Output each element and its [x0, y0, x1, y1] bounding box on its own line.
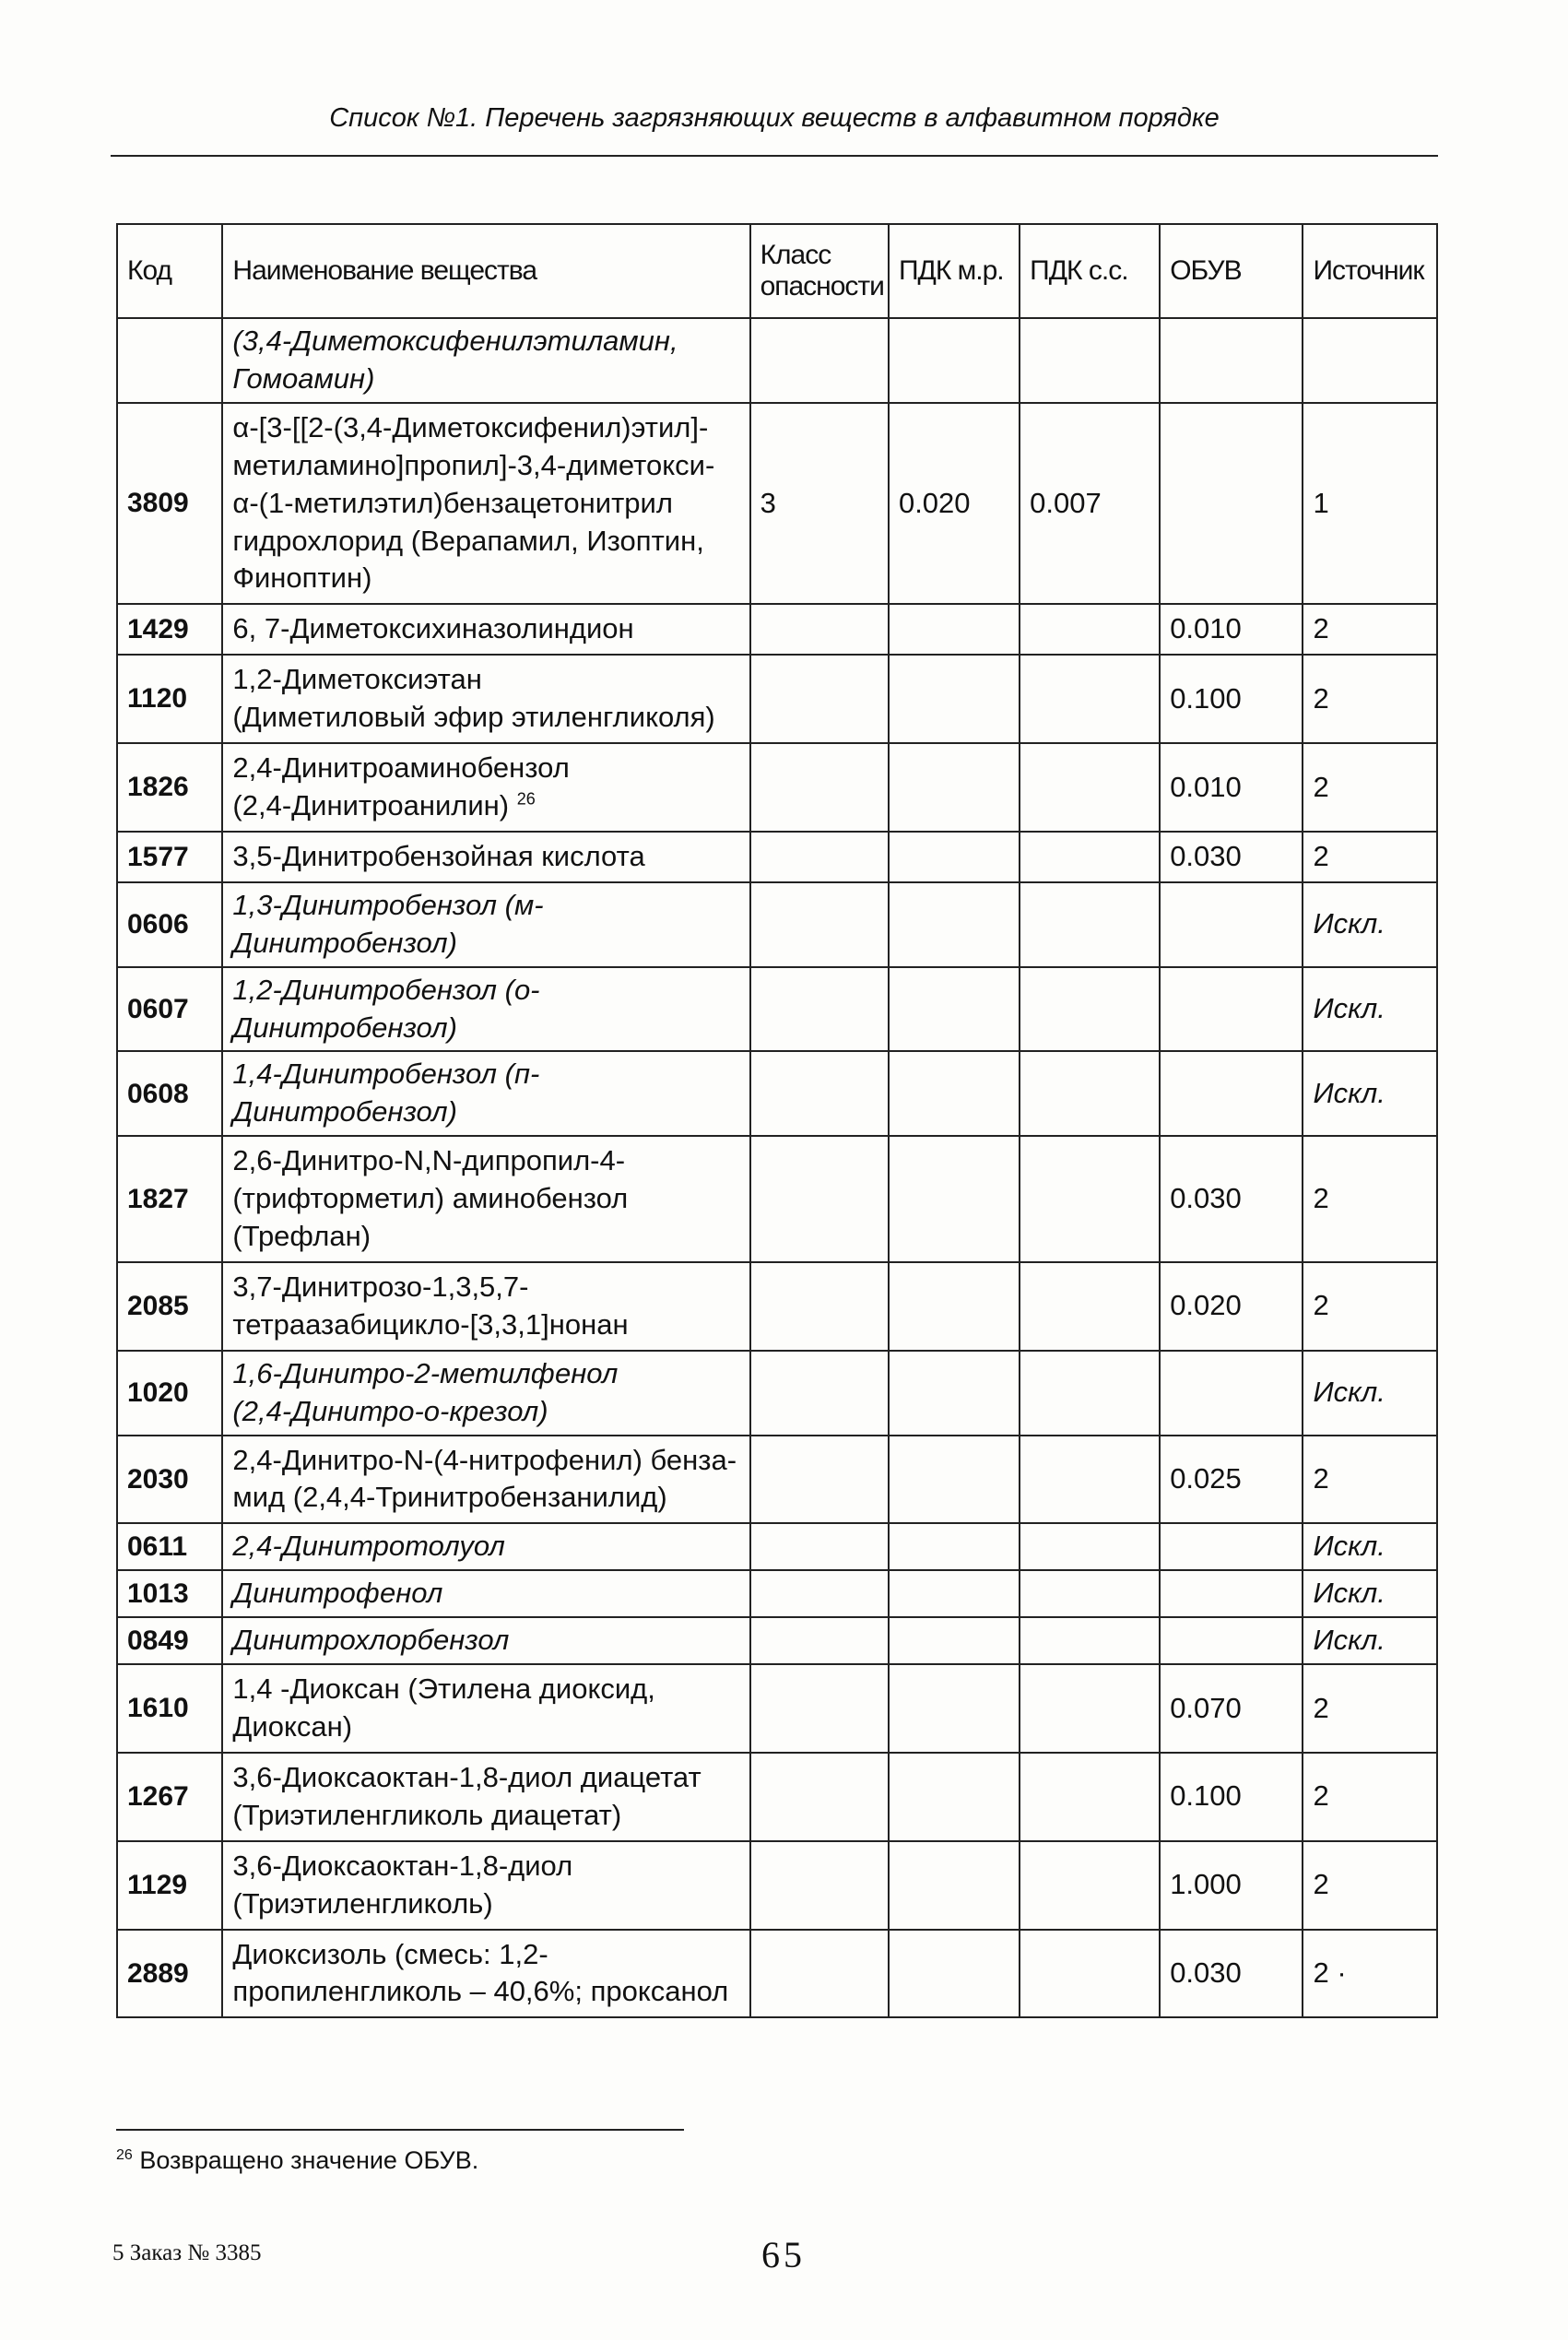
- name-line: (Триэтиленгликоль диацетат): [232, 1798, 622, 1831]
- cell-hazard-class: [750, 1930, 889, 2018]
- cell-hazard-class: [750, 1753, 889, 1841]
- cell-source: 2: [1303, 832, 1437, 882]
- header-rule: [111, 155, 1438, 157]
- cell-code: 1577: [117, 832, 222, 882]
- cell-name: [222, 318, 749, 403]
- cell-name: [222, 967, 749, 1052]
- col-header-hazard-class: Класс опасности: [750, 224, 889, 318]
- cell-name: [222, 1664, 749, 1753]
- cell-obuv: [1160, 1523, 1303, 1570]
- name-line: Динитрохлорбензол: [232, 1624, 510, 1657]
- cell-obuv: 0.010: [1160, 743, 1303, 832]
- cell-source: [1303, 318, 1437, 403]
- cell-source: 2: [1303, 1262, 1437, 1351]
- cell-pdk-mr: [889, 655, 1020, 743]
- col-header-pdk-mr: ПДК м.р.: [889, 224, 1020, 318]
- cell-pdk-mr: [889, 1351, 1020, 1436]
- cell-obuv: 1.000: [1160, 1841, 1303, 1930]
- table-row: [117, 604, 1437, 655]
- cell-pdk-ss: [1020, 604, 1160, 655]
- cell-pdk-mr: [889, 1930, 1020, 2018]
- cell-name: [222, 1570, 749, 1617]
- table-row: [117, 967, 1437, 1052]
- name-line: 3,5-Динитробензойная кислота: [232, 839, 645, 872]
- cell-source: 2: [1303, 743, 1437, 832]
- cell-hazard-class: [750, 1262, 889, 1351]
- cell-source: 2: [1303, 1753, 1437, 1841]
- cell-hazard-class: [750, 743, 889, 832]
- cell-pdk-ss: [1020, 655, 1160, 743]
- table-row: [117, 1664, 1437, 1753]
- cell-obuv: 0.070: [1160, 1664, 1303, 1753]
- cell-hazard-class: [750, 1436, 889, 1524]
- cell-name: [222, 403, 749, 605]
- cell-code: 0607: [117, 967, 222, 1052]
- cell-pdk-mr: [889, 832, 1020, 882]
- name-line: α-(1-метилэтил)бензацетонитрил: [232, 486, 673, 519]
- cell-pdk-mr: [889, 1262, 1020, 1351]
- name-line: 6, 7-Диметоксихиназолиндион: [232, 612, 634, 645]
- cell-hazard-class: [750, 1664, 889, 1753]
- cell-obuv: [1160, 403, 1303, 605]
- col-header-name: Наименование вещества: [222, 224, 749, 318]
- cell-name: [222, 604, 749, 655]
- name-line: 2,4-Динитроаминобензол: [232, 751, 570, 785]
- cell-hazard-class: [750, 1841, 889, 1930]
- cell-name: [222, 832, 749, 882]
- cell-hazard-class: 3: [750, 403, 889, 605]
- cell-name: [222, 1436, 749, 1524]
- cell-pdk-ss: [1020, 1617, 1160, 1664]
- name-line: 3,7-Динитрозо-1,3,5,7-: [232, 1270, 529, 1303]
- cell-source: Искл.: [1303, 1570, 1437, 1617]
- name-line: метиламино]пропил]-3,4-диметокси-: [232, 448, 715, 481]
- cell-code: 0606: [117, 882, 222, 967]
- cell-pdk-mr: [889, 967, 1020, 1052]
- cell-pdk-ss: [1020, 882, 1160, 967]
- cell-obuv: 0.010: [1160, 604, 1303, 655]
- cell-name: [222, 1262, 749, 1351]
- cell-obuv: 0.100: [1160, 655, 1303, 743]
- cell-obuv: 0.020: [1160, 1262, 1303, 1351]
- table-row: [117, 1262, 1437, 1351]
- name-line: 1,2-Диметоксиэтан: [232, 663, 482, 696]
- table-row: [117, 403, 1437, 605]
- table-header-row: [117, 224, 1437, 318]
- cell-code: 1429: [117, 604, 222, 655]
- name-line: гидрохлорид (Верапамил, Изоптин,: [232, 524, 704, 557]
- print-order-note: 5 Заказ № 3385: [112, 2240, 262, 2265]
- col-header-pdk-ss: ПДК с.с.: [1020, 224, 1160, 318]
- name-line: Динитрофенол: [232, 1577, 443, 1610]
- name-line: (Диметиловый эфир этиленгликоля): [232, 701, 715, 734]
- cell-obuv: [1160, 882, 1303, 967]
- cell-obuv: 0.100: [1160, 1753, 1303, 1841]
- cell-obuv: 0.030: [1160, 1136, 1303, 1262]
- table-row: [117, 1841, 1437, 1930]
- cell-pdk-mr: [889, 1664, 1020, 1753]
- cell-pdk-ss: 0.007: [1020, 403, 1160, 605]
- cell-source: Искл.: [1303, 1523, 1437, 1570]
- cell-pdk-mr: [889, 1753, 1020, 1841]
- page-header-title: Список №1. Перечень загрязняющих веществ в алфавитном порядке: [329, 103, 1220, 133]
- cell-pdk-ss: [1020, 1051, 1160, 1136]
- cell-pdk-ss: [1020, 832, 1160, 882]
- cell-pdk-mr: [889, 1617, 1020, 1664]
- cell-pdk-mr: [889, 604, 1020, 655]
- cell-code: 1610: [117, 1664, 222, 1753]
- name-line: пропиленгликоль – 40,6%; проксанол: [232, 1975, 729, 2008]
- cell-source: 2: [1303, 655, 1437, 743]
- footnote-number: 26: [116, 2147, 133, 2163]
- cell-hazard-class: [750, 832, 889, 882]
- cell-pdk-ss: [1020, 967, 1160, 1052]
- cell-source: Искл.: [1303, 882, 1437, 967]
- name-line: 2,6-Динитро-N,N-дипропил-4-: [232, 1144, 626, 1177]
- col-header-obuv: ОБУВ: [1160, 224, 1303, 318]
- cell-pdk-mr: [889, 1523, 1020, 1570]
- cell-name: [222, 1753, 749, 1841]
- name-line: 2,4-Динитротолуол: [232, 1530, 505, 1563]
- cell-obuv: [1160, 1617, 1303, 1664]
- cell-pdk-ss: [1020, 743, 1160, 832]
- cell-name: [222, 1930, 749, 2018]
- table-row: [117, 1617, 1437, 1664]
- name-line: 2,4-Динитро-N-(4-нитрофенил) бенза-: [232, 1443, 737, 1476]
- cell-pdk-mr: [889, 1841, 1020, 1930]
- cell-source: 2: [1303, 1136, 1437, 1262]
- footnote-ref: 26: [516, 789, 536, 809]
- cell-pdk-ss: [1020, 1436, 1160, 1524]
- cell-name: [222, 1136, 749, 1262]
- table-row: [117, 1351, 1437, 1436]
- cell-pdk-ss: [1020, 1523, 1160, 1570]
- cell-pdk-mr: 0.020: [889, 403, 1020, 605]
- cell-code: 1827: [117, 1136, 222, 1262]
- cell-source: 2: [1303, 604, 1437, 655]
- cell-pdk-ss: [1020, 1570, 1160, 1617]
- cell-pdk-ss: [1020, 1351, 1160, 1436]
- name-line: 1,4-Динитробензол (п-Динитробензол): [232, 1058, 540, 1129]
- cell-pdk-mr: [889, 1436, 1020, 1524]
- cell-code: 1120: [117, 655, 222, 743]
- name-line: (3,4-Диметоксифенилэтиламин,: [232, 325, 678, 357]
- cell-hazard-class: [750, 882, 889, 967]
- col-header-code: Код: [117, 224, 222, 318]
- cell-source: 2: [1303, 1841, 1437, 1930]
- table-row: [117, 1436, 1437, 1524]
- cell-hazard-class: [750, 1570, 889, 1617]
- cell-source: Искл.: [1303, 1351, 1437, 1436]
- name-line: мид (2,4,4-Тринитробензанилид): [232, 1481, 667, 1514]
- cell-name: [222, 1617, 749, 1664]
- cell-name: [222, 1051, 749, 1136]
- name-line: Диоксан): [232, 1710, 353, 1743]
- name-line: (Триэтиленгликоль): [232, 1886, 493, 1920]
- cell-pdk-mr: [889, 882, 1020, 967]
- table-row: [117, 832, 1437, 882]
- cell-code: 0611: [117, 1523, 222, 1570]
- cell-code: 0608: [117, 1051, 222, 1136]
- cell-pdk-ss: [1020, 1841, 1160, 1930]
- name-line: Диоксизоль (смесь: 1,2-: [232, 1937, 548, 1970]
- name-line: (2,4-Динитро-о-крезол): [232, 1394, 548, 1427]
- cell-hazard-class: [750, 318, 889, 403]
- name-line: Финоптин): [232, 561, 372, 595]
- cell-source: 2: [1303, 1664, 1437, 1753]
- cell-obuv: 0.025: [1160, 1436, 1303, 1524]
- footnote-text: Возвращено значение ОБУВ.: [139, 2146, 479, 2174]
- cell-name: [222, 743, 749, 832]
- cell-code: 1826: [117, 743, 222, 832]
- cell-pdk-ss: [1020, 1930, 1160, 2018]
- cell-obuv: [1160, 1051, 1303, 1136]
- table-row: [117, 1753, 1437, 1841]
- name-line: Гомоамин): [232, 361, 375, 395]
- cell-hazard-class: [750, 604, 889, 655]
- cell-name: [222, 1351, 749, 1436]
- cell-pdk-ss: [1020, 1136, 1160, 1262]
- table-row: [117, 1570, 1437, 1617]
- cell-source: 2 ·: [1303, 1930, 1437, 2018]
- cell-hazard-class: [750, 1523, 889, 1570]
- cell-hazard-class: [750, 967, 889, 1052]
- substances-table: [116, 223, 1438, 2018]
- cell-pdk-ss: [1020, 1262, 1160, 1351]
- cell-hazard-class: [750, 1617, 889, 1664]
- cell-obuv: [1160, 318, 1303, 403]
- table-row: [117, 1136, 1437, 1262]
- cell-hazard-class: [750, 1351, 889, 1436]
- cell-pdk-ss: [1020, 1753, 1160, 1841]
- cell-obuv: 0.030: [1160, 832, 1303, 882]
- cell-pdk-mr: [889, 1570, 1020, 1617]
- name-line: (Трефлан): [232, 1220, 371, 1253]
- cell-pdk-mr: [889, 318, 1020, 403]
- cell-code: [117, 318, 222, 403]
- footnote-rule: [116, 2129, 684, 2131]
- col-header-source: Источник: [1303, 224, 1437, 318]
- name-line: α-[3-[[2-(3,4-Диметоксифенил)этил]-: [232, 410, 709, 443]
- cell-pdk-mr: [889, 1051, 1020, 1136]
- cell-obuv: [1160, 1570, 1303, 1617]
- cell-code: 1020: [117, 1351, 222, 1436]
- cell-code: 1129: [117, 1841, 222, 1930]
- cell-name: [222, 1841, 749, 1930]
- name-line: тетраазабицикло-[3,3,1]нонан: [232, 1307, 629, 1341]
- cell-code: 1267: [117, 1753, 222, 1841]
- cell-pdk-ss: [1020, 318, 1160, 403]
- name-line: (2,4-Динитроанилин): [232, 788, 510, 821]
- cell-name: [222, 1523, 749, 1570]
- cell-obuv: [1160, 1351, 1303, 1436]
- cell-obuv: 0.030: [1160, 1930, 1303, 2018]
- table-row: [117, 655, 1437, 743]
- cell-code: 1013: [117, 1570, 222, 1617]
- footnote: [116, 2146, 478, 2175]
- table-row: [117, 743, 1437, 832]
- cell-code: 2889: [117, 1930, 222, 2018]
- cell-source: 1: [1303, 403, 1437, 605]
- cell-pdk-mr: [889, 1136, 1020, 1262]
- cell-code: 2085: [117, 1262, 222, 1351]
- name-line: 3,6-Диоксаоктан-1,8-диол: [232, 1849, 573, 1882]
- cell-pdk-mr: [889, 743, 1020, 832]
- table-row: [117, 882, 1437, 967]
- cell-hazard-class: [750, 1136, 889, 1262]
- cell-obuv: [1160, 967, 1303, 1052]
- cell-name: [222, 655, 749, 743]
- cell-hazard-class: [750, 655, 889, 743]
- cell-source: Искл.: [1303, 1617, 1437, 1664]
- cell-source: Искл.: [1303, 967, 1437, 1052]
- cell-pdk-ss: [1020, 1664, 1160, 1753]
- cell-code: 0849: [117, 1617, 222, 1664]
- table-row: [117, 318, 1437, 403]
- cell-source: 2: [1303, 1436, 1437, 1524]
- cell-source: Искл.: [1303, 1051, 1437, 1136]
- name-line: 1,4 -Диоксан (Этилена диоксид,: [232, 1672, 655, 1706]
- table-row: [117, 1930, 1437, 2018]
- name-line: 3,6-Диоксаоктан-1,8-диол диацетат: [232, 1760, 701, 1793]
- page-number: 65: [761, 2234, 806, 2275]
- table-row: [117, 1523, 1437, 1570]
- name-line: 1,2-Динитробензол (о-Динитробензол): [232, 973, 540, 1044]
- cell-hazard-class: [750, 1051, 889, 1136]
- name-line: (трифторметил) аминобензол: [232, 1182, 629, 1215]
- name-line: 1,6-Динитро-2-метилфенол: [232, 1356, 619, 1389]
- name-line: 1,3-Динитробензол (м-Динитробензол): [232, 888, 544, 959]
- cell-name: [222, 882, 749, 967]
- cell-code: 3809: [117, 403, 222, 605]
- table-row: [117, 1051, 1437, 1136]
- cell-code: 2030: [117, 1436, 222, 1524]
